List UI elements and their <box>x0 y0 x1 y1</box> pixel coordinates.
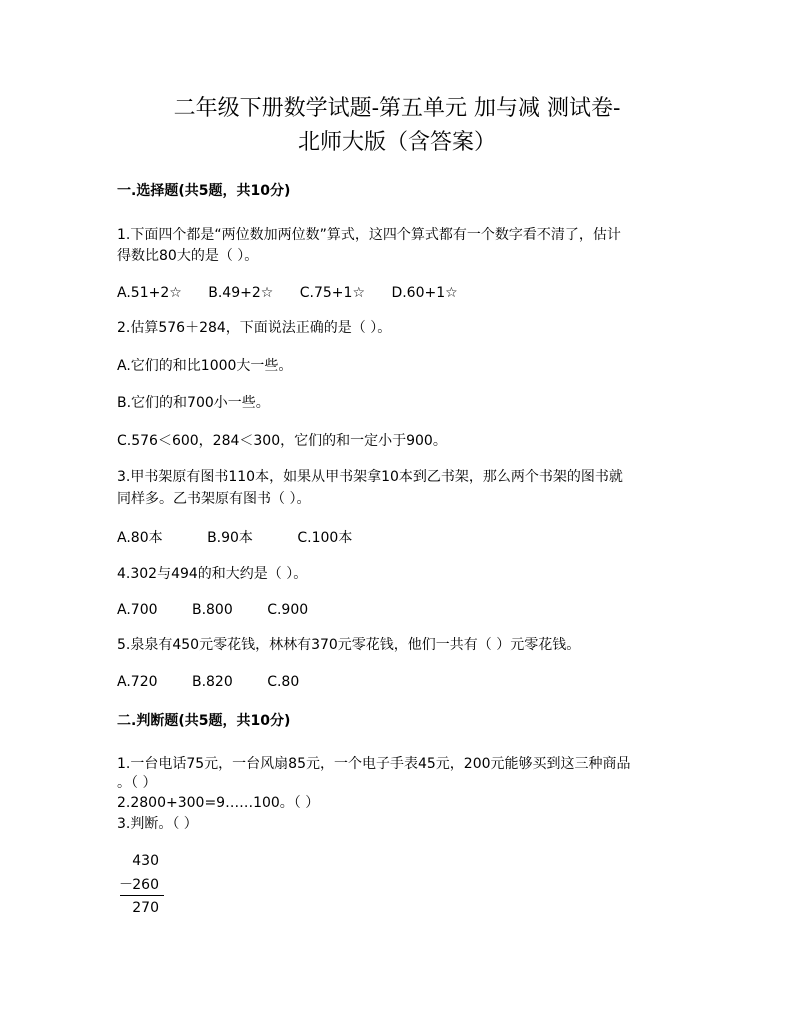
option-b: B.49+2☆ <box>208 285 274 301</box>
judge-3-stem: 3.判断。（ ） <box>117 816 198 832</box>
option-a: A.51+2☆ <box>117 285 182 301</box>
question-3-stem-line-2: 同样多。乙书架原有图书（ ）。 <box>117 491 311 507</box>
question-3-stem-line-1: 3.甲书架原有图书110本，如果从甲书架拿10本到乙书架，那么两个书架的图书就 <box>117 469 623 485</box>
judge-1-stem-line-1: 1.一台电话75元，一台风扇85元，一个电子手表45元，200元能够买到这三种商品 <box>117 756 631 772</box>
difference: 270 <box>132 900 159 916</box>
option-c: C.900 <box>267 602 309 618</box>
question-1-options <box>117 282 687 304</box>
question-2-option-b: B.它们的和700小一些。 <box>117 395 270 411</box>
question-2-option-a: A.它们的和比1000大一些。 <box>117 358 293 374</box>
question-4-stem: 4.302与494的和大约是（ ）。 <box>117 566 308 582</box>
option-a: A.700 <box>117 602 158 618</box>
section-heading-choice: 一.选择题(共5题，共10分) <box>117 183 291 199</box>
option-b: B.90本 <box>207 530 253 546</box>
question-1-stem-line-2: 得数比80大的是（ ）。 <box>117 248 259 264</box>
question-4-options <box>117 599 687 621</box>
question-3-options <box>117 527 687 549</box>
question-1-stem-line-1: 1.下面四个都是“两位数加两位数”算式，这四个算式都有一个数字看不清了，估计 <box>117 227 621 243</box>
question-2-stem: 2.估算576＋284，下面说法正确的是（ ）。 <box>117 320 392 336</box>
page-title-line-2: 北师大版（含答案） <box>297 130 496 155</box>
option-a: A.80本 <box>117 530 163 546</box>
sum-line <box>120 895 164 896</box>
option-c: C.100本 <box>297 530 353 546</box>
judge-1-stem-line-2: 。（ ） <box>117 775 157 791</box>
option-c: C.80 <box>267 674 300 690</box>
question-5-stem: 5.泉泉有450元零花钱，林林有370元零花钱，他们一共有（ ）元零花钱。 <box>117 637 581 653</box>
minus-sign: － <box>119 877 133 893</box>
option-b: B.820 <box>191 674 233 690</box>
option-d: D.60+1☆ <box>391 285 458 301</box>
page-title-line-1: 二年级下册数学试题-第五单元 加与减 测试卷- <box>173 96 621 121</box>
question-5-options <box>117 671 687 693</box>
option-a: A.720 <box>117 674 158 690</box>
subtrahend: 260 <box>132 877 159 893</box>
option-c: C.75+1☆ <box>299 285 365 301</box>
option-b: B.800 <box>191 602 233 618</box>
section-heading-judgement: 二.判断题(共5题，共10分) <box>117 713 291 729</box>
judge-2-stem: 2.2800+300=9……100。（ ） <box>117 795 320 811</box>
question-2-option-c: C.576＜600，284＜300，它们的和一定小于900。 <box>117 433 447 449</box>
minuend: 430 <box>132 853 159 869</box>
